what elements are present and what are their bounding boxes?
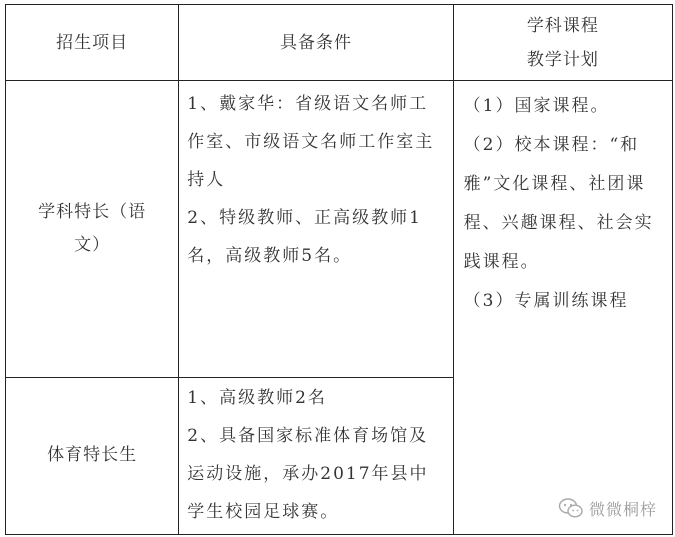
curriculum-item: （2）校本课程：“和雅”文化课程、社团课程、兴趣课程、社会实践课程。 [463, 135, 654, 273]
condition-item: 2、特级教师、正高级教师1名，高级教师5名。 [187, 208, 422, 267]
project-cell-sports [6, 377, 179, 534]
watermark-text: 微微桐梓 [589, 499, 658, 519]
header-project: 招生项目 [56, 32, 129, 53]
project-name-line1: 学科特长（语 [38, 201, 147, 222]
header-conditions-cell [179, 5, 453, 81]
curriculum-item: （1）国家课程。 [463, 96, 610, 117]
project-name-line2: 文） [74, 234, 111, 255]
condition-item: 2、具备国家标准体育场馆及运动设施，承办2017年县中学生校园足球赛。 [187, 425, 429, 522]
table-header-row [6, 5, 673, 81]
condition-item: 1、戴家华：省级语文名师工作室、市级语文名师工作室主持人 [187, 94, 435, 191]
project-name-line1: 体育特长生 [47, 445, 138, 466]
condition-item: 1、高级教师2名 [187, 387, 327, 408]
header-project-cell [6, 5, 179, 81]
header-conditions: 具备条件 [279, 32, 352, 53]
watermark [558, 495, 657, 521]
wechat-chat-icon [558, 497, 584, 519]
header-curriculum-line1: 学科课程 [526, 15, 599, 36]
conditions-cell-sports [179, 377, 453, 534]
conditions-cell-chinese [179, 81, 453, 378]
header-curriculum-cell [453, 5, 672, 81]
project-cell-chinese [6, 81, 179, 378]
header-curriculum-line2: 教学计划 [526, 49, 599, 70]
curriculum-cell [453, 81, 672, 535]
curriculum-item: （3）专属训练课程 [463, 291, 629, 312]
admission-table [5, 4, 673, 535]
table-row [6, 81, 673, 378]
